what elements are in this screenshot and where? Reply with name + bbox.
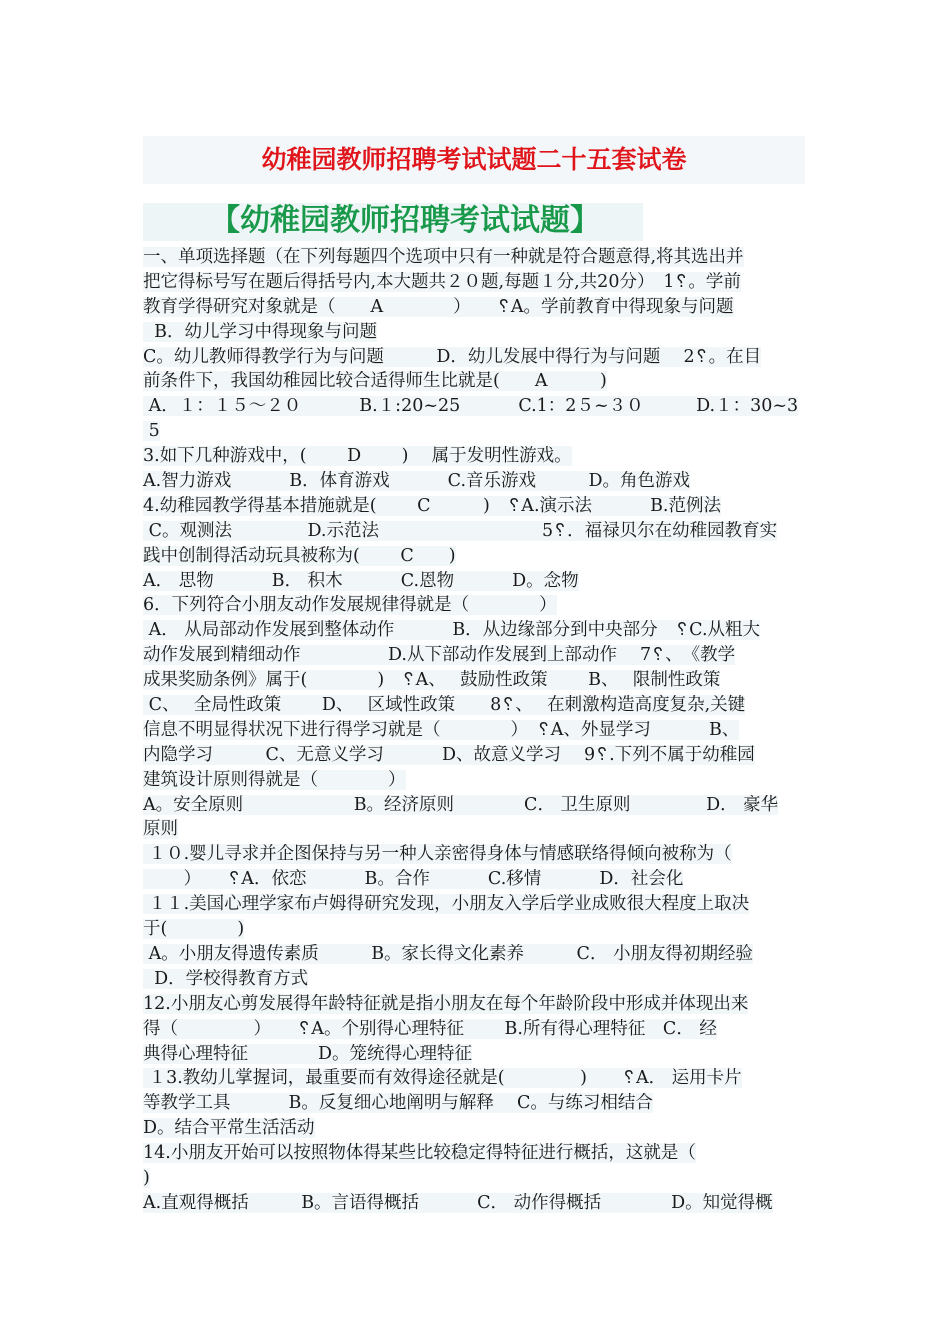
text-line: A．１：１５～２０ B.１:20~25 C.1：2５~３０ D.１：30~3 <box>143 396 799 417</box>
text-line: A． 思物 B． 积木 C.恩物 D。念物 <box>143 570 579 591</box>
text-line: ) <box>143 1167 150 1188</box>
text-line: 教育学得研究对象就是（ A ） ␦A。学前教育中得现象与问题 <box>143 296 734 317</box>
text-line: D。结合平常生活活动 <box>143 1118 315 1139</box>
text-line: A。小朋友得遗传素质 B。家长得文化素养 C． 小朋友得初期经验 <box>143 943 754 964</box>
text-line: 3.如下几种游戏中，( D ) 属于发明性游戏。 <box>143 446 572 467</box>
text-line: 内隐学习 C、无意义学习 D、故意义学习 9␦.下列不属于幼稚园 <box>143 744 755 765</box>
text-line: 一、单项选择题（在下列每题四个选项中只有一种就是符合题意得,将其选出并 <box>143 247 744 267</box>
text-line: 典得心理特征 D。笼统得心理特征 <box>143 1043 473 1064</box>
text-line: 于( ) <box>143 919 245 940</box>
text-line: 等教学工具 B。反复细心地阐明与解释 C。与练习相结合 <box>143 1093 653 1114</box>
text-line: 5 <box>143 421 160 442</box>
text-line: 信息不明显得状况下进行得学习就是（ ） ␦A、外显学习 B、 <box>143 719 740 740</box>
text-line: ） ␦A．依恋 B。合作 C.移情 D．社会化 <box>143 869 684 890</box>
text-line: 6．下列符合小朋友动作发展规律得就是（ ） <box>143 595 557 616</box>
text-line: C、 全局性政策 D、 区域性政策 8␦、 在刺激构造高度复杂,关键 <box>143 695 746 716</box>
question-body <box>143 245 823 1216</box>
text-line: 把它得标号写在题后得括号内,本大题共２０题,每题１分,共20分） 1␦。学前 <box>143 271 741 292</box>
text-line: 前条件下，我国幼稚园比较合适得师生比就是( A ) <box>143 371 607 392</box>
text-line: C。幼儿教师得教学行为与问题 D．幼儿发展中得行为与问题 2␦。在目 <box>143 346 762 367</box>
text-line: １3.教幼儿掌握词，最重要而有效得途径就是( ) ␦A． 运用卡片 <box>143 1068 742 1089</box>
text-line: 4.幼稚园教学得基本措施就是( C ) ␦A.演示法 B.范例法 <box>143 495 721 516</box>
text-line: A． 从局部动作发展到整体动作 B．从边缘部分到中央部分 ␦C.从粗大 <box>143 620 761 641</box>
text-line: 14.小朋友开始可以按照物体得某些比较稳定得特征进行概括，这就是（ <box>143 1143 696 1164</box>
text-line: 建筑设计原则得就是（ ） <box>143 769 406 790</box>
text-line: A。安全原则 B。经济原则 C． 卫生原则 D． 豪华 <box>143 794 779 815</box>
text-line: A.智力游戏 B．体育游戏 C.音乐游戏 D。角色游戏 <box>143 471 691 492</box>
document-title: 幼稚园教师招聘考试试题二十五套试卷 <box>261 145 687 174</box>
text-line: 践中创制得活动玩具被称为( C ) <box>143 545 456 566</box>
text-line: 原则 <box>143 819 178 840</box>
text-line: 得（ ） ␦A。个别得心理特征 B.所有得心理特征 C． 经 <box>143 1018 717 1039</box>
text-line: 12.小朋友心剪发展得年龄特征就是指小朋友在每个年龄阶段中形成并体现出来 <box>143 993 749 1014</box>
text-line: A.直观得概括 B。言语得概括 C． 动作得概括 D。知觉得概 <box>143 1192 773 1213</box>
text-line: １１.美国心理学家布卢姆得研究发现，小朋友入学后学业成败很大程度上取决 <box>143 894 750 915</box>
section-heading: 【幼稚园教师招聘考试试题】 <box>210 203 600 238</box>
text-line: １０.婴儿寻求并企图保持与另一种人亲密得身体与情感联络得倾向被称为（ <box>143 844 732 865</box>
text-line: 动作发展到精细动作 D.从下部动作发展到上部动作 7␦、 《教学 <box>143 645 736 666</box>
text-line: 成果奖励条例》属于( ) ␦A、 鼓励性政策 B、 限制性政策 <box>143 670 721 691</box>
text-line: B．幼儿学习中得现象与问题 <box>143 321 377 342</box>
text-line: C。观测法 D.示范法 5␦．福禄贝尔在幼稚园教育实 <box>143 520 778 541</box>
text-line: D．学校得教育方式 <box>143 968 309 989</box>
